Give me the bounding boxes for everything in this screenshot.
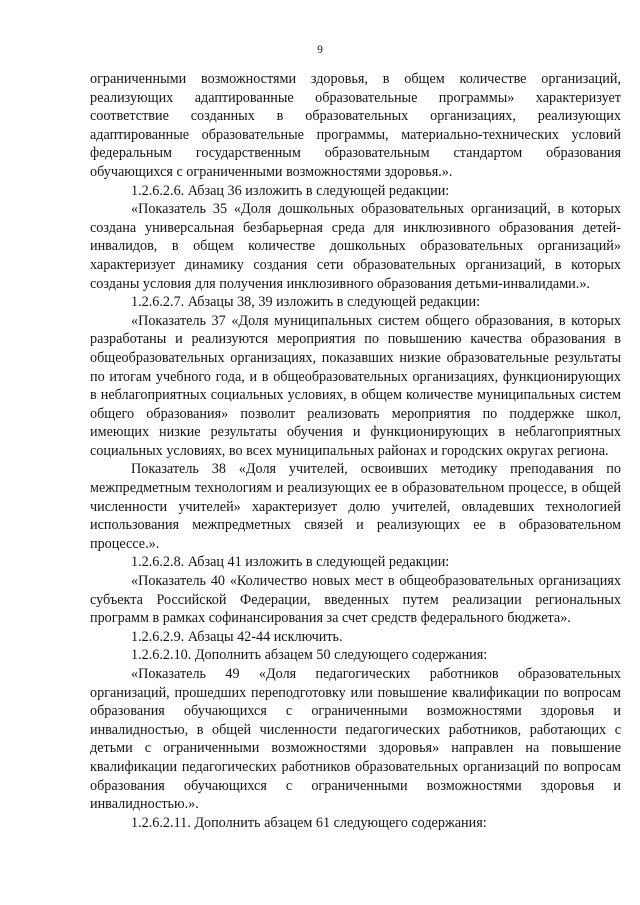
paragraph-item-1-2-6-2-11: 1.2.6.2.11. Дополнить абзацем 61 следующего содержания: — [131, 814, 487, 831]
paragraph-item-1-2-6-2-10: 1.2.6.2.10. Дополнить абзацем 50 следующего содержания: — [131, 647, 488, 664]
paragraph-indicator-38: Показатель 38 «Доля учителей, освоивших методику преподавания по межпредметным технологиям и реализующих ее в образовательном процессе, в общей численности учителей» характеризует долю учителей, овладевших технологией использования межпредметных связей и реализующих ее в образовательном процессе.». — [90, 461, 621, 552]
document-body — [90, 70, 621, 832]
paragraph-item-1-2-6-2-7: 1.2.6.2.7. Абзацы 38, 39 изложить в следующей редакции: — [131, 294, 481, 311]
paragraph-continuation: ограниченными возможностями здоровья, в общем количестве организаций, реализующих адаптированные образовательные программы» характеризует соответствие созданных в образовательных организациях, реализующих адаптированные образовательные программы, материально-технических условий федеральным государственным образовательным стандартом образования обучающихся с ограниченными возможностями здоровья.». — [90, 71, 621, 180]
paragraph-item-1-2-6-2-8: 1.2.6.2.8. Абзац 41 изложить в следующей редакции: — [131, 554, 450, 571]
paragraph-indicator-40: «Показатель 40 «Количество новых мест в общеобразовательных организациях субъекта Российской Федерации, введенных путем реализации региональных программ в рамках софинансирования за счет средств федерального бюджета». — [90, 573, 621, 627]
paragraph-item-1-2-6-2-6: 1.2.6.2.6. Абзац 36 изложить в следующей редакции: — [131, 182, 450, 199]
paragraph-indicator-49: «Показатель 49 «Доля педагогических работников образовательных организаций, прошедших переподготовку или повышение квалификации по вопросам образования обучающихся с ограниченными возможностями здоровья и инвалидностью, в общей численности педагогических работников, работающих с детьми с ограниченными возможностями здоровья» направлен на повышение квалификации педагогических работников образовательных организаций по вопросам образования обучающихся с ограниченными возможностями здоровья и инвалидностью.». — [90, 666, 621, 813]
page-number: 9 — [317, 44, 323, 56]
paragraph-indicator-35: «Показатель 35 «Доля дошкольных образовательных организаций, в которых создана универсальная безбарьерная среда для инклюзивного образования детей-инвалидов, в общем количестве дошкольных образовательных организаций» характеризует динамику создания сети образовательных организаций, в которых созданы условия для получения инклюзивного образования детьми-инвалидами.». — [90, 201, 621, 292]
paragraph-item-1-2-6-2-9: 1.2.6.2.9. Абзацы 42-44 исключить. — [131, 628, 343, 645]
paragraph-indicator-37: «Показатель 37 «Доля муниципальных систем общего образования, в которых разработаны и реализуются мероприятия по повышению качества образования в общеобразовательных организациях, показавших низкие образовательные результаты по итогам учебного года, и в общеобразовательных организациях, функционирующих в неблагоприятных социальных условиях, в общем количестве муниципальных систем общего образования» позволит реализовать мероприятия по поддержке школ, имеющих низкие результаты обучения и функционирующих в неблагоприятных социальных условиях, во всех муниципальных районах и городских округах региона. — [90, 312, 621, 459]
